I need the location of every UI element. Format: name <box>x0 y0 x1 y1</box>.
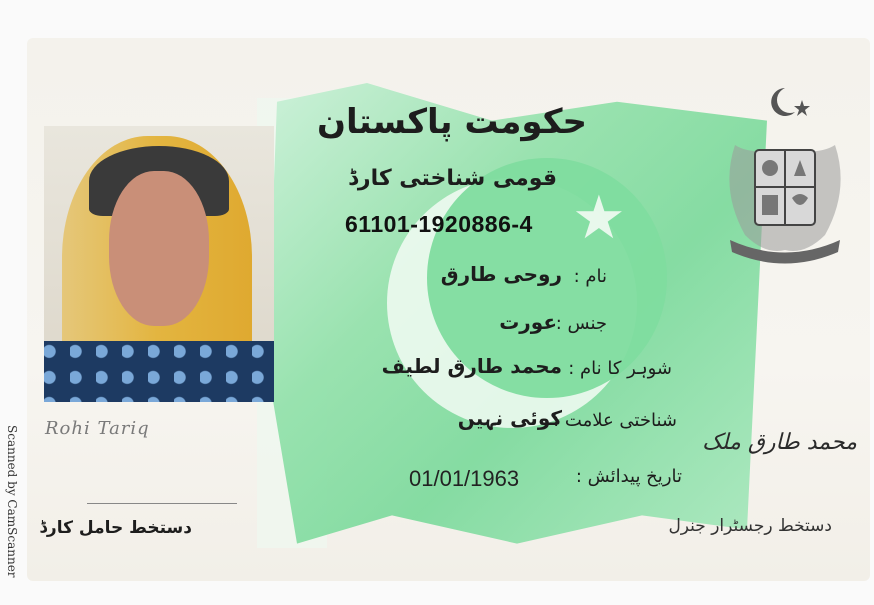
husband-label: شوہر کا نام : <box>568 358 672 379</box>
gender-value: عورت <box>499 310 557 334</box>
gender-label: جنس : <box>555 313 607 334</box>
name-label: نام : <box>573 266 607 287</box>
government-title: حکومت پاکستان <box>316 102 587 142</box>
identification-mark-label: شناختی علامت : <box>553 410 677 431</box>
card-title: قومی شناختی کارڈ <box>348 166 557 191</box>
flag-star-icon: ★ <box>572 183 626 253</box>
photo-dress <box>44 341 274 402</box>
cnic-number: 61101-1920886-4 <box>345 211 533 237</box>
holder-signature: Rohi Tariq <box>45 418 150 439</box>
dob-label: تاریخ پیدائش : <box>575 466 682 487</box>
scanner-watermark: Scanned by CamScanner <box>5 425 19 578</box>
photo-face <box>109 171 209 326</box>
registrar-signature: محمد طارق ملک <box>702 430 857 455</box>
dob-value: 01/01/1963 <box>409 466 520 491</box>
state-emblem-icon <box>710 80 860 270</box>
id-card <box>27 38 870 581</box>
identification-mark-value: کوئی نہیں <box>457 406 562 430</box>
name-value: روحی طارق <box>440 262 562 286</box>
holder-photo <box>44 126 274 402</box>
husband-value: محمد طارق لطیف <box>381 354 562 378</box>
registrar-caption: دستخط رجسٹرار جنرل <box>668 516 832 536</box>
signature-line <box>87 503 237 504</box>
holder-signature-caption: دستخط حامل کارڈ <box>39 518 192 538</box>
